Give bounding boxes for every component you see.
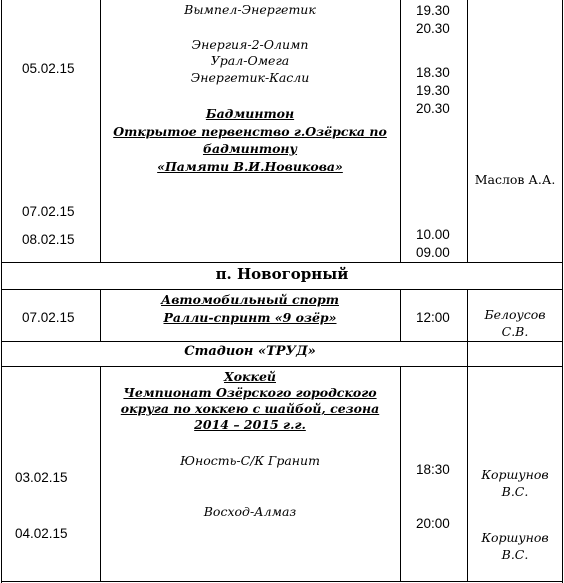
col-divider xyxy=(467,341,468,366)
responsible-cell: Коршунов xyxy=(481,530,549,545)
time-cell: 18:30 xyxy=(416,462,450,477)
match-name: Урал-Омега xyxy=(210,53,290,68)
date-cell: 05.02.15 xyxy=(22,61,75,76)
responsible-cell: Коршунов xyxy=(481,467,549,482)
table-border-bottom xyxy=(1,581,563,582)
responsible-cell: Белоусов xyxy=(484,307,546,322)
col-divider xyxy=(467,0,468,262)
time-cell: 20.30 xyxy=(416,21,450,36)
event-title: «Памяти В.И.Новикова» xyxy=(157,159,343,174)
time-cell: 18.30 xyxy=(416,65,450,80)
date-cell: 07.02.15 xyxy=(22,310,75,325)
responsible-cell: С.В. xyxy=(501,324,529,339)
sport-title: Автомобильный спорт xyxy=(161,292,339,307)
event-title: бадминтону xyxy=(202,141,298,156)
col-divider xyxy=(400,289,401,341)
match-name: Юность-С/К Гранит xyxy=(180,453,320,468)
date-cell: 04.02.15 xyxy=(15,526,68,541)
table-border-left xyxy=(1,0,2,583)
col-divider xyxy=(400,366,401,582)
date-cell: 08.02.15 xyxy=(22,232,75,247)
time-cell: 20.30 xyxy=(416,101,450,116)
row-divider xyxy=(1,366,563,367)
col-divider xyxy=(467,289,468,341)
section-title: п. Новогорный xyxy=(215,265,349,283)
section-title: Стадион «ТРУД» xyxy=(184,344,316,359)
col-divider xyxy=(100,289,101,341)
date-cell: 03.02.15 xyxy=(15,470,68,485)
match-name: Энергетик-Касли xyxy=(190,70,310,85)
time-cell: 19.30 xyxy=(416,83,450,98)
event-title: округа по хоккею с шайбой, сезона xyxy=(120,401,380,416)
time-cell: 09.00 xyxy=(416,245,450,260)
responsible-cell: В.С. xyxy=(501,547,529,562)
responsible-cell: Маслов А.А. xyxy=(474,172,556,187)
time-cell: 10.00 xyxy=(416,227,450,242)
time-cell: 20:00 xyxy=(416,516,450,531)
row-divider xyxy=(1,262,563,263)
event-title: Ралли-спринт «9 озёр» xyxy=(163,310,337,325)
col-divider xyxy=(100,0,101,262)
event-title: Чемпионат Озёрского городского xyxy=(123,385,377,400)
time-cell: 12:00 xyxy=(416,310,450,325)
row-divider xyxy=(1,341,563,342)
table-border-right xyxy=(562,0,563,583)
time-cell: 19.30 xyxy=(416,3,450,18)
event-title: 2014 – 2015 г.г. xyxy=(194,417,306,432)
sport-title: Бадминтон xyxy=(205,106,295,121)
sport-title: Хоккей xyxy=(224,369,276,384)
event-title: Открытое первенство г.Озёрска по xyxy=(113,124,387,139)
match-name: Вымпел-Энергетик xyxy=(184,2,316,17)
match-name: Восход-Алмаз xyxy=(203,504,297,519)
row-divider xyxy=(1,289,563,290)
col-divider xyxy=(467,366,468,582)
col-divider xyxy=(400,0,401,262)
responsible-cell: В.С. xyxy=(501,484,529,499)
col-divider xyxy=(100,366,101,582)
date-cell: 07.02.15 xyxy=(22,204,75,219)
match-name: Энергия-2-Олимп xyxy=(191,37,309,52)
